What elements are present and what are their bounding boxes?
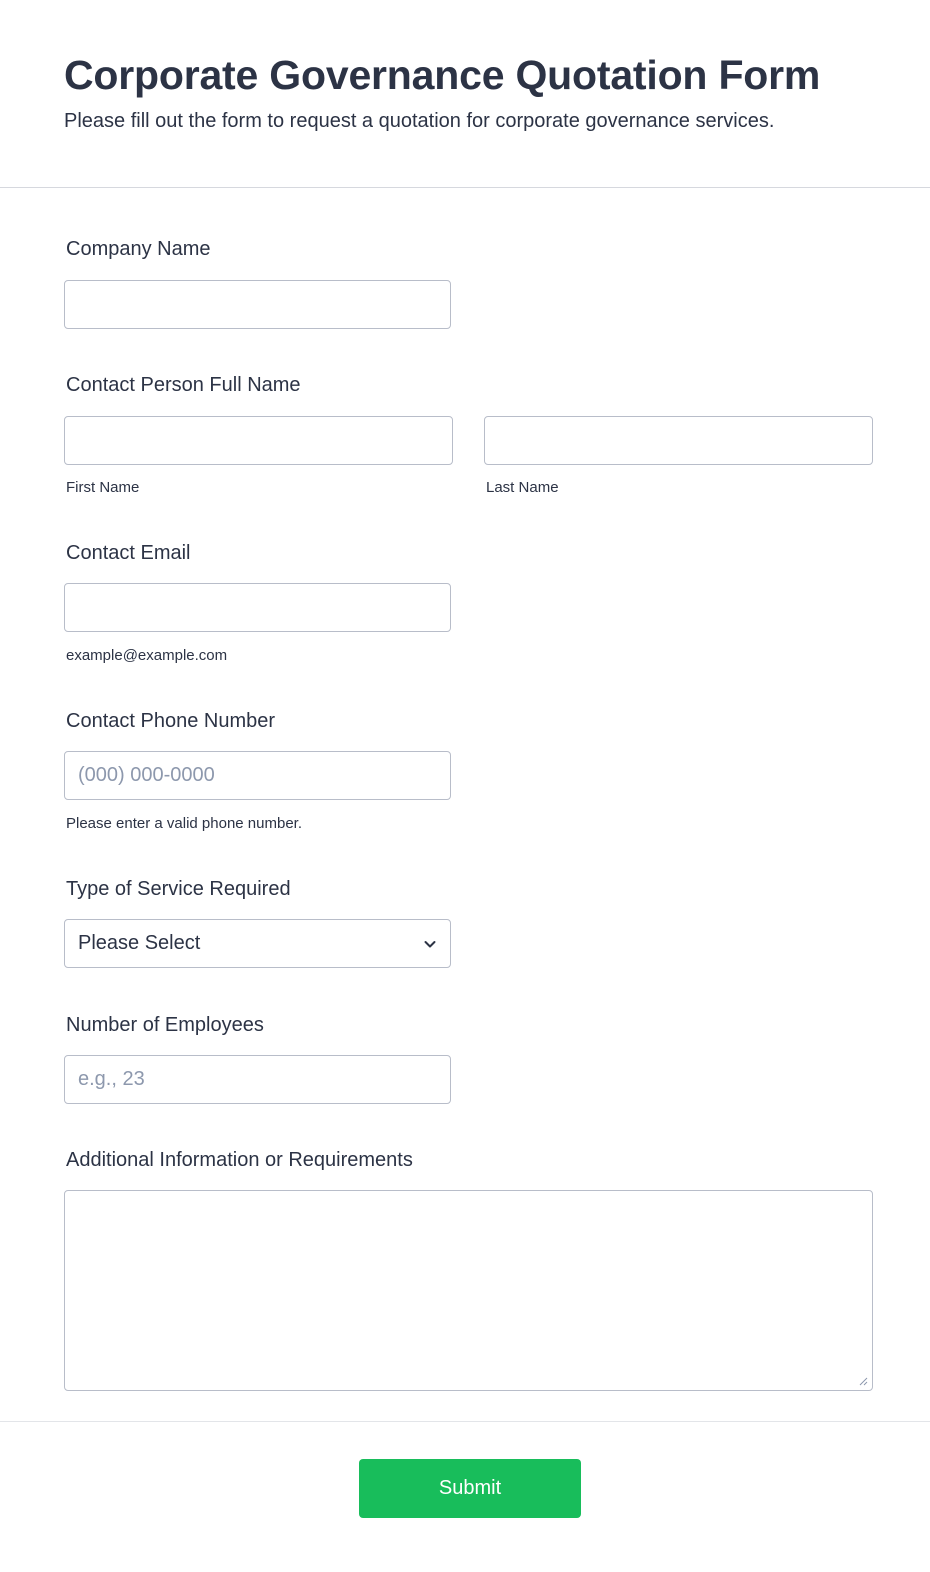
additional-info-textarea[interactable] [64,1190,873,1391]
chevron-down-icon [422,936,438,952]
first-name-input[interactable] [64,416,453,465]
last-name-sublabel: Last Name [486,479,559,496]
additional-info-label: Additional Information or Requirements [66,1149,413,1171]
resize-grip-icon[interactable] [858,1376,868,1386]
employees-input[interactable] [64,1055,451,1104]
last-name-input[interactable] [484,416,873,465]
footer-divider [0,1421,930,1422]
service-type-selected-value: Please Select [78,932,201,954]
contact-phone-sublabel: Please enter a valid phone number. [66,815,302,832]
contact-email-sublabel: example@example.com [66,647,228,664]
company-name-label: Company Name [66,238,211,260]
first-name-sublabel: First Name [66,479,140,496]
contact-email-input[interactable] [64,583,451,632]
contact-name-label: Contact Person Full Name [66,374,301,396]
form-header [0,0,930,188]
submit-button[interactable]: Submit [359,1459,581,1518]
form-title: Corporate Governance Quotation Form [64,52,821,98]
contact-email-label: Contact Email [66,542,191,564]
contact-phone-input[interactable] [64,751,451,800]
employees-label: Number of Employees [66,1014,264,1036]
service-type-select[interactable] [64,919,451,968]
contact-phone-label: Contact Phone Number [66,710,276,732]
service-type-label: Type of Service Required [66,878,291,900]
form-subtitle: Please fill out the form to request a quotation for corporate governance services. [64,110,775,132]
company-name-input[interactable] [64,280,451,329]
